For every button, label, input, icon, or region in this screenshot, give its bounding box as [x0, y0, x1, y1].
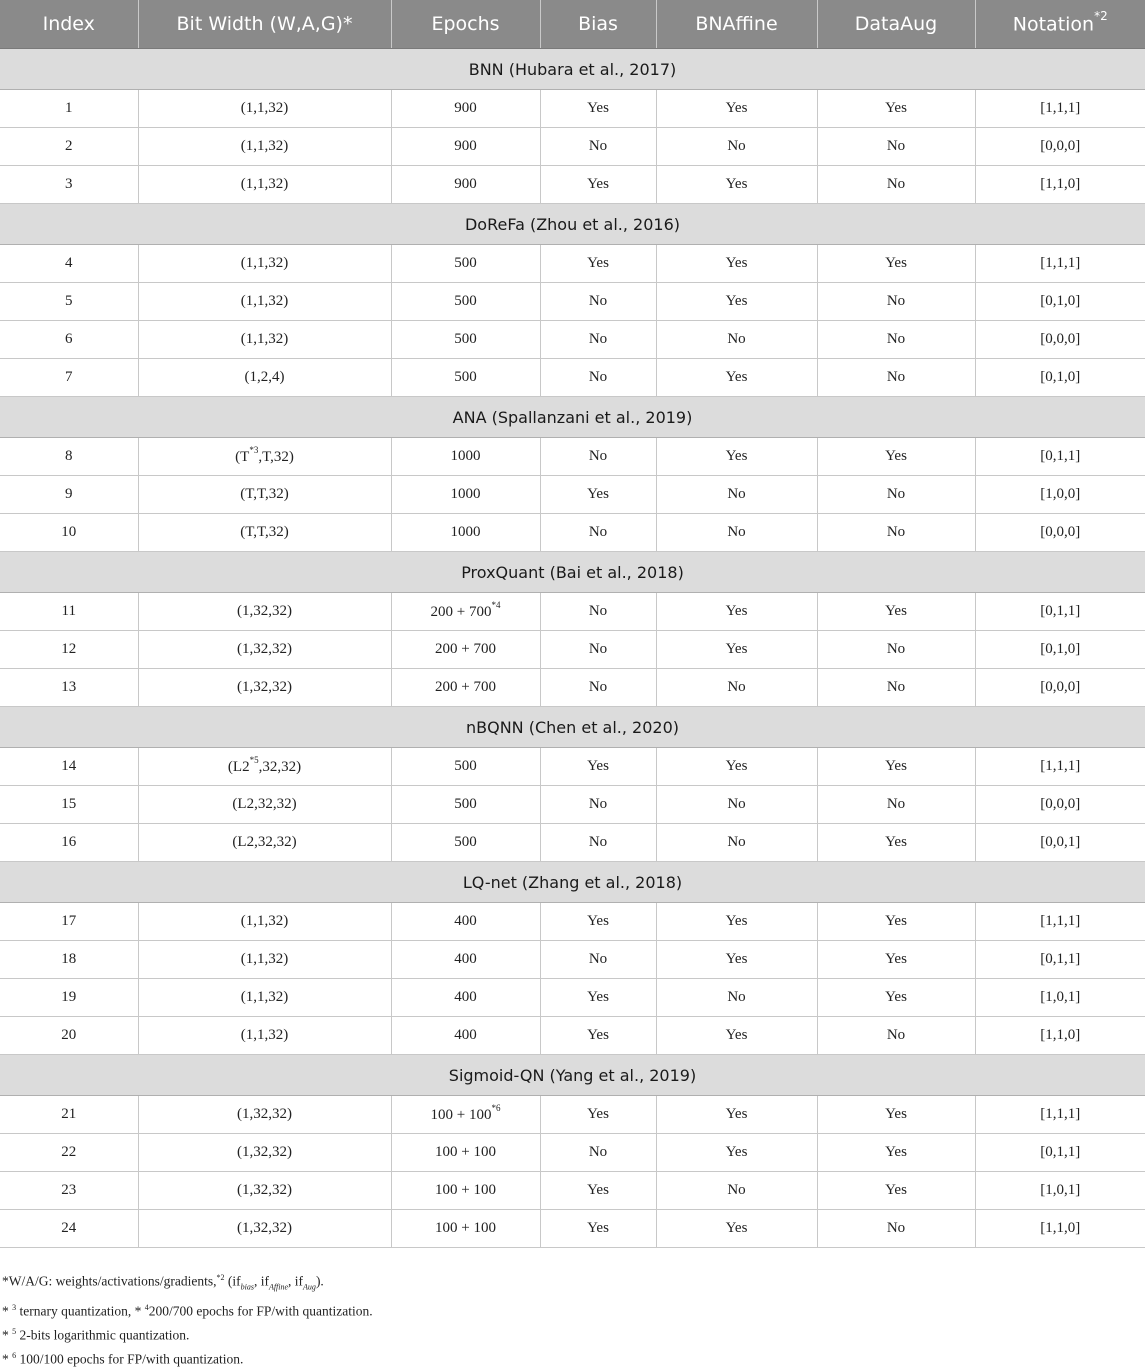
- cell-bnaffine: Yes: [656, 359, 817, 397]
- cell-epochs: $200 + 700^{*4}$: [391, 593, 540, 631]
- cell-epochs: 500: [391, 321, 540, 359]
- cell-bias: Yes: [540, 1096, 656, 1134]
- cell-bit-width: (1,2,4): [138, 359, 391, 397]
- footnote-line-3: * $^5$ 2-bits logarithmic quantization.: [2, 1326, 190, 1343]
- cell-notation: [0,1,1]: [975, 593, 1145, 631]
- cell-dataaug: No: [817, 166, 975, 204]
- cell-notation: [0,1,0]: [975, 631, 1145, 669]
- cell-index: 13: [0, 669, 138, 707]
- table-row: [0, 166, 1145, 204]
- cell-bit-width: (1,32,32): [138, 631, 391, 669]
- footnote-line-2: * $^3$ ternary quantization, * $^4$200/700 epochs for FP/with quantization.: [2, 1302, 373, 1319]
- method-group-title: nBQNN (Chen et al., 2020): [0, 707, 1145, 748]
- cell-epochs: 200 + 700: [391, 669, 540, 707]
- cell-dataaug: Yes: [817, 90, 975, 128]
- cell-bit-width: (L2,32,32): [138, 786, 391, 824]
- cell-bit-width: (T,T,32): [138, 476, 391, 514]
- cell-dataaug: No: [817, 669, 975, 707]
- cell-epochs: 500: [391, 359, 540, 397]
- cell-bias: Yes: [540, 166, 656, 204]
- cell-notation: [1,0,0]: [975, 476, 1145, 514]
- cell-bias: Yes: [540, 90, 656, 128]
- cell-bias: No: [540, 283, 656, 321]
- method-group-title: LQ-net (Zhang et al., 2018): [0, 862, 1145, 903]
- cell-index: 4: [0, 245, 138, 283]
- table-row: [0, 979, 1145, 1017]
- table-row: [0, 1017, 1145, 1055]
- cell-epochs: 500: [391, 786, 540, 824]
- cell-dataaug: Yes: [817, 903, 975, 941]
- cell-bnaffine: No: [656, 669, 817, 707]
- cell-notation: [0,0,0]: [975, 514, 1145, 552]
- cell-bnaffine: Yes: [656, 748, 817, 786]
- cell-index: 22: [0, 1134, 138, 1172]
- cell-notation: [0,1,0]: [975, 283, 1145, 321]
- cell-notation: [0,1,1]: [975, 1134, 1145, 1172]
- cell-bnaffine: No: [656, 1172, 817, 1210]
- cell-dataaug: No: [817, 283, 975, 321]
- cell-dataaug: Yes: [817, 979, 975, 1017]
- cell-index: 19: [0, 979, 138, 1017]
- cell-epochs: 500: [391, 283, 540, 321]
- cell-epochs: 500: [391, 824, 540, 862]
- cell-bit-width: (L2,32,32): [138, 824, 391, 862]
- cell-bias: Yes: [540, 979, 656, 1017]
- cell-bias: No: [540, 631, 656, 669]
- cell-bias: No: [540, 824, 656, 862]
- cell-index: 10: [0, 514, 138, 552]
- cell-index: 18: [0, 941, 138, 979]
- cell-index: 11: [0, 593, 138, 631]
- cell-epochs: 100 + 100: [391, 1172, 540, 1210]
- table-row: [0, 245, 1145, 283]
- cell-bnaffine: Yes: [656, 166, 817, 204]
- cell-bit-width: (1,1,32): [138, 128, 391, 166]
- cell-dataaug: No: [817, 1017, 975, 1055]
- table-row: [0, 786, 1145, 824]
- cell-notation: [1,1,1]: [975, 245, 1145, 283]
- cell-bias: No: [540, 321, 656, 359]
- cell-bias: No: [540, 669, 656, 707]
- cell-bit-width: (1,1,32): [138, 90, 391, 128]
- cell-dataaug: Yes: [817, 824, 975, 862]
- cell-bit-width: (1,1,32): [138, 245, 391, 283]
- cell-dataaug: Yes: [817, 748, 975, 786]
- cell-dataaug: Yes: [817, 593, 975, 631]
- method-group-row: [0, 862, 1145, 903]
- method-group-title: Sigmoid-QN (Yang et al., 2019): [0, 1055, 1145, 1096]
- table-row: [0, 90, 1145, 128]
- cell-index: 7: [0, 359, 138, 397]
- method-group-title: DoReFa (Zhou et al., 2016): [0, 204, 1145, 245]
- cell-index: 8: [0, 438, 138, 476]
- cell-bit-width: (1,1,32): [138, 283, 391, 321]
- table-row: [0, 593, 1145, 631]
- header-notation-label: Notation: [1012, 13, 1095, 36]
- header-notation-sup: *2: [1094, 9, 1108, 24]
- footnote-marker: *6: [491, 1103, 501, 1113]
- cell-bit-width: (1,1,32): [138, 321, 391, 359]
- cell-epochs: 100 + 100: [391, 1134, 540, 1172]
- cell-bias: No: [540, 128, 656, 166]
- cell-bit-width: (1,32,32): [138, 669, 391, 707]
- cell-bit-width: (1,1,32): [138, 903, 391, 941]
- cell-bnaffine: Yes: [656, 631, 817, 669]
- cell-index: 24: [0, 1210, 138, 1248]
- cell-bnaffine: Yes: [656, 1210, 817, 1248]
- cell-index: 15: [0, 786, 138, 824]
- cell-bit-width: (1,1,32): [138, 166, 391, 204]
- method-group-row: [0, 1055, 1145, 1096]
- cell-dataaug: Yes: [817, 245, 975, 283]
- cell-bnaffine: No: [656, 321, 817, 359]
- cell-epochs: 1000: [391, 438, 540, 476]
- cell-bnaffine: Yes: [656, 438, 817, 476]
- cell-notation: [0,0,0]: [975, 321, 1145, 359]
- table-row: [0, 669, 1145, 707]
- footnote-formula: ($if_{bias}$, $if_{Affine}$, $if_{Aug}$).: [227, 1273, 324, 1292]
- cell-index: 14: [0, 748, 138, 786]
- cell-index: 2: [0, 128, 138, 166]
- cell-epochs: 400: [391, 903, 540, 941]
- cell-bnaffine: Yes: [656, 1134, 817, 1172]
- cell-notation: [0,0,0]: [975, 786, 1145, 824]
- cell-bit-width: (1,1,32): [138, 941, 391, 979]
- cell-epochs: 500: [391, 245, 540, 283]
- cell-dataaug: Yes: [817, 1172, 975, 1210]
- header-epochs: Epochs: [391, 0, 540, 49]
- table-row: [0, 514, 1145, 552]
- cell-epochs: 400: [391, 941, 540, 979]
- cell-bit-width: (T,T,32): [138, 514, 391, 552]
- header-row: [0, 0, 1145, 49]
- cell-bias: No: [540, 514, 656, 552]
- cell-index: 12: [0, 631, 138, 669]
- cell-dataaug: Yes: [817, 1134, 975, 1172]
- table-row: [0, 824, 1145, 862]
- cell-bnaffine: No: [656, 128, 817, 166]
- cell-bnaffine: Yes: [656, 593, 817, 631]
- table-row: [0, 1210, 1145, 1248]
- cell-dataaug: No: [817, 514, 975, 552]
- cell-index: 23: [0, 1172, 138, 1210]
- cell-dataaug: Yes: [817, 1096, 975, 1134]
- cell-dataaug: No: [817, 476, 975, 514]
- cell-bit-width: (1,1,32): [138, 1017, 391, 1055]
- cell-notation: [1,0,1]: [975, 979, 1145, 1017]
- header-bias: Bias: [540, 0, 656, 49]
- cell-epochs: 500: [391, 748, 540, 786]
- cell-bias: Yes: [540, 245, 656, 283]
- cell-notation: [1,1,1]: [975, 90, 1145, 128]
- cell-notation: [1,1,1]: [975, 748, 1145, 786]
- cell-bit-width: (L2$^{*5}$,32,32): [138, 748, 391, 786]
- cell-epochs: 1000: [391, 476, 540, 514]
- cell-bit-width: (1,32,32): [138, 1172, 391, 1210]
- cell-dataaug: No: [817, 128, 975, 166]
- header-bnaffine: BNAffine: [656, 0, 817, 49]
- cell-epochs: 900: [391, 128, 540, 166]
- cell-bnaffine: No: [656, 514, 817, 552]
- cell-notation: [0,0,0]: [975, 128, 1145, 166]
- cell-notation: [1,1,0]: [975, 1210, 1145, 1248]
- method-group-row: [0, 204, 1145, 245]
- cell-notation: [1,1,0]: [975, 166, 1145, 204]
- cell-bias: No: [540, 786, 656, 824]
- cell-bnaffine: Yes: [656, 1096, 817, 1134]
- cell-notation: [1,1,0]: [975, 1017, 1145, 1055]
- header-notation: [975, 0, 1145, 49]
- footnote-marker: *5: [249, 755, 259, 765]
- header-index: Index: [0, 0, 138, 49]
- table-row: [0, 283, 1145, 321]
- cell-bit-width: (1,32,32): [138, 593, 391, 631]
- cell-notation: [1,1,1]: [975, 1096, 1145, 1134]
- method-group-row: [0, 397, 1145, 438]
- cell-index: 17: [0, 903, 138, 941]
- cell-index: 20: [0, 1017, 138, 1055]
- cell-bnaffine: No: [656, 786, 817, 824]
- cell-bias: No: [540, 941, 656, 979]
- cell-epochs: 1000: [391, 514, 540, 552]
- cell-epochs: 400: [391, 979, 540, 1017]
- cell-epochs: 900: [391, 166, 540, 204]
- method-group-row: [0, 552, 1145, 593]
- footnote-line-1: *W/A/G: weights/activations/gradients,$^{*2}$ ($if_{bias}$, $if_{Affine}$, $if_{Aug}$).: [2, 1273, 324, 1292]
- method-group-title: ProxQuant (Bai et al., 2018): [0, 552, 1145, 593]
- table-row: [0, 941, 1145, 979]
- cell-epochs: 900: [391, 90, 540, 128]
- cell-bias: Yes: [540, 1172, 656, 1210]
- footnote-marker: *4: [491, 600, 501, 610]
- cell-bias: Yes: [540, 1210, 656, 1248]
- header-dataaug: DataAug: [817, 0, 975, 49]
- footnote-marker: *3: [249, 445, 259, 455]
- table-row: [0, 903, 1145, 941]
- cell-bnaffine: Yes: [656, 283, 817, 321]
- cell-notation: [1,1,1]: [975, 903, 1145, 941]
- cell-index: 9: [0, 476, 138, 514]
- method-group-title: ANA (Spallanzani et al., 2019): [0, 397, 1145, 438]
- table-row: [0, 128, 1145, 166]
- cell-index: 3: [0, 166, 138, 204]
- cell-bit-width: (1,32,32): [138, 1096, 391, 1134]
- method-group-row: [0, 49, 1145, 90]
- cell-bias: Yes: [540, 748, 656, 786]
- cell-bnaffine: Yes: [656, 90, 817, 128]
- cell-bit-width: $(T^{*3},T,32)$: [138, 438, 391, 476]
- cell-dataaug: No: [817, 321, 975, 359]
- cell-dataaug: No: [817, 786, 975, 824]
- cell-bnaffine: Yes: [656, 903, 817, 941]
- cell-epochs: 400: [391, 1017, 540, 1055]
- cell-index: 1: [0, 90, 138, 128]
- table-row: [0, 748, 1145, 786]
- cell-bias: No: [540, 593, 656, 631]
- cell-dataaug: Yes: [817, 438, 975, 476]
- cell-bit-width: (1,32,32): [138, 1210, 391, 1248]
- cell-bit-width: (1,32,32): [138, 1134, 391, 1172]
- cell-dataaug: Yes: [817, 941, 975, 979]
- cell-index: 16: [0, 824, 138, 862]
- cell-bnaffine: No: [656, 979, 817, 1017]
- cell-notation: [0,1,1]: [975, 438, 1145, 476]
- cell-index: 5: [0, 283, 138, 321]
- cell-bnaffine: No: [656, 824, 817, 862]
- table-row: [0, 631, 1145, 669]
- cell-epochs: 100 + 100: [391, 1210, 540, 1248]
- cell-bnaffine: No: [656, 476, 817, 514]
- cell-bias: No: [540, 1134, 656, 1172]
- cell-bnaffine: Yes: [656, 941, 817, 979]
- cell-bias: Yes: [540, 903, 656, 941]
- cell-bias: Yes: [540, 476, 656, 514]
- table-row: [0, 1096, 1145, 1134]
- cell-dataaug: No: [817, 631, 975, 669]
- cell-dataaug: No: [817, 1210, 975, 1248]
- method-group-row: [0, 707, 1145, 748]
- cell-index: 21: [0, 1096, 138, 1134]
- cell-bias: No: [540, 438, 656, 476]
- cell-notation: [0,0,1]: [975, 824, 1145, 862]
- cell-bias: Yes: [540, 1017, 656, 1055]
- cell-epochs: $100 + 100^{*6}$: [391, 1096, 540, 1134]
- header-bit-width: Bit Width (W,A,G)*: [138, 0, 391, 49]
- cell-index: 6: [0, 321, 138, 359]
- cell-notation: [1,0,1]: [975, 1172, 1145, 1210]
- cell-bias: No: [540, 359, 656, 397]
- table-row: [0, 476, 1145, 514]
- method-group-title: BNN (Hubara et al., 2017): [0, 49, 1145, 90]
- table-row: [0, 321, 1145, 359]
- table-footnotes: [2, 1268, 373, 1370]
- cell-dataaug: No: [817, 359, 975, 397]
- footnote-line-4: * $^6$ 100/100 epochs for FP/with quantization.: [2, 1350, 244, 1367]
- cell-bnaffine: Yes: [656, 1017, 817, 1055]
- table-row: [0, 438, 1145, 476]
- cell-notation: [0,1,1]: [975, 941, 1145, 979]
- cell-bnaffine: Yes: [656, 245, 817, 283]
- cell-epochs: 200 + 700: [391, 631, 540, 669]
- table-row: [0, 359, 1145, 397]
- cell-bit-width: (1,1,32): [138, 979, 391, 1017]
- table-row: [0, 1172, 1145, 1210]
- cell-notation: [0,0,0]: [975, 669, 1145, 707]
- cell-notation: [0,1,0]: [975, 359, 1145, 397]
- table-row: [0, 1134, 1145, 1172]
